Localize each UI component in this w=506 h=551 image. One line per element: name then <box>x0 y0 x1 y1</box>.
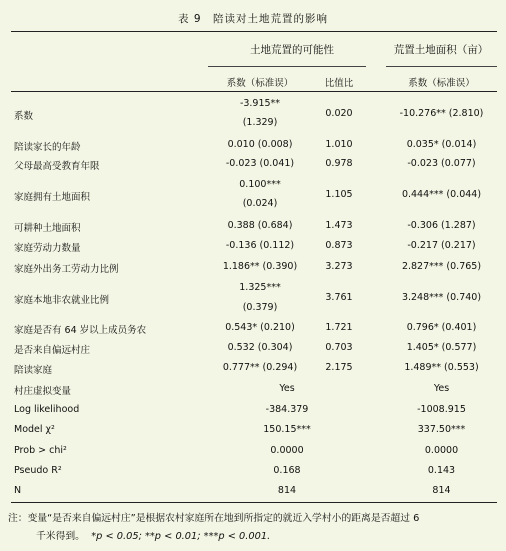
row-label: 家庭拥有土地面积 <box>14 192 91 203</box>
stat-value-probability: Yes <box>279 383 295 394</box>
row-odds-ratio: 1.473 <box>325 220 353 231</box>
row-label: 陪读家长的年龄 <box>14 142 81 153</box>
row-area-coef: -0.217 (0.217) <box>407 240 476 251</box>
row-coef: 0.532 (0.304) <box>227 342 293 353</box>
row-odds-ratio: 0.873 <box>325 240 353 251</box>
row-odds-ratio: 3.761 <box>325 292 353 303</box>
row-coef: 0.543* (0.210) <box>225 322 295 333</box>
stat-value-probability: 150.15*** <box>263 424 311 435</box>
row-area-coef: -10.276** (2.810) <box>399 108 484 119</box>
table-note-continued <box>36 528 270 542</box>
header-bottom-rule <box>11 91 497 92</box>
row-area-coef: 1.489** (0.553) <box>404 362 479 373</box>
significance-legend: *p < 0.05; **p < 0.01; ***p < 0.001. <box>91 531 271 542</box>
row-odds-ratio: 0.978 <box>325 158 353 169</box>
row-coef-se: (0.024) <box>242 198 278 209</box>
row-coef-se: (0.379) <box>242 302 278 313</box>
row-odds-ratio: 2.175 <box>325 362 353 373</box>
header-group-area: 荒置土地面积（亩） <box>393 44 489 56</box>
row-coef: -0.136 (0.112) <box>225 240 295 251</box>
row-coef-value: -3.915** <box>239 98 281 109</box>
row-coef-se: (1.329) <box>242 117 278 128</box>
group1-rule <box>208 66 366 67</box>
stat-value-area: Yes <box>433 383 450 394</box>
subheader-coef-2: 系数（标准误） <box>408 78 475 89</box>
subheader-odds-ratio: 比值比 <box>324 78 354 89</box>
stat-label: Log likelihood <box>14 404 80 415</box>
group2-rule <box>386 66 497 67</box>
row-area-coef: 0.444*** (0.044) <box>401 189 482 200</box>
stat-value-probability: -384.379 <box>265 404 309 415</box>
row-label: 可耕种土地面积 <box>14 223 81 234</box>
row-coef-value: 1.325*** <box>239 282 281 293</box>
row-odds-ratio: 0.020 <box>325 108 353 119</box>
stat-label: 村庄虚拟变量 <box>14 386 72 397</box>
stat-label: Model χ² <box>14 424 55 435</box>
stat-label: Prob > chi² <box>14 445 67 456</box>
stat-value-area: 0.143 <box>427 465 456 476</box>
row-label: 家庭外出务工劳动力比例 <box>14 264 119 275</box>
stat-value-probability: 0.0000 <box>270 445 304 456</box>
subheader-coef-1: 系数（标准误） <box>226 78 294 89</box>
row-label: 父母最高受教育年限 <box>14 161 100 172</box>
stat-value-area: -1008.915 <box>417 404 466 415</box>
row-odds-ratio: 0.703 <box>325 342 353 353</box>
row-area-coef: 0.035* (0.014) <box>406 139 477 150</box>
stat-value-area: 0.0000 <box>424 445 459 456</box>
row-coef: -0.023 (0.041) <box>225 158 295 169</box>
row-area-coef: 3.248*** (0.740) <box>401 292 482 303</box>
stat-value-probability: 0.168 <box>273 465 301 476</box>
row-area-coef: 1.405* (0.577) <box>406 342 477 353</box>
row-coef: 0.388 (0.684) <box>227 220 293 231</box>
stat-label: N <box>14 485 22 496</box>
row-coef: 1.186** (0.390) <box>222 261 298 272</box>
row-coef: 0.777** (0.294) <box>222 362 298 373</box>
row-label: 陪读家庭 <box>14 365 53 376</box>
note-text: 千米得到。 <box>36 531 85 542</box>
row-label: 系数 <box>14 111 34 122</box>
row-label: 家庭本地非农就业比例 <box>14 295 110 306</box>
row-label: 家庭是否有 64 岁以上成员务农 <box>14 325 147 336</box>
row-area-coef: -0.306 (1.287) <box>407 220 476 231</box>
row-odds-ratio: 1.721 <box>325 322 353 333</box>
table-title: 表 9 陪读对土地荒置的影响 <box>177 13 329 25</box>
stat-label: Pseudo R² <box>14 465 62 476</box>
bottom-rule <box>11 502 497 503</box>
row-coef: 0.010 (0.008) <box>227 139 293 150</box>
row-area-coef: -0.023 (0.077) <box>407 158 476 169</box>
stat-value-area: 814 <box>432 485 451 496</box>
row-coef-value: 0.100*** <box>239 179 281 190</box>
stat-value-area: 337.50*** <box>417 424 466 435</box>
table-note: 注：变量“是否来自偏远村庄”是根据农村家庭所在地到所指定的就近入学村小的距离是否超过 6 <box>8 513 420 524</box>
row-label: 是否来自偏远村庄 <box>14 345 91 356</box>
row-odds-ratio: 1.010 <box>325 139 353 150</box>
row-area-coef: 0.796* (0.401) <box>406 322 477 333</box>
stat-value-probability: 814 <box>277 485 297 496</box>
row-area-coef: 2.827*** (0.765) <box>401 261 482 272</box>
top-rule <box>11 31 497 32</box>
row-odds-ratio: 3.273 <box>325 261 353 272</box>
row-odds-ratio: 1.105 <box>325 189 353 200</box>
header-group-probability: 土地荒置的可能性 <box>250 44 334 56</box>
row-label: 家庭劳动力数量 <box>14 243 81 254</box>
